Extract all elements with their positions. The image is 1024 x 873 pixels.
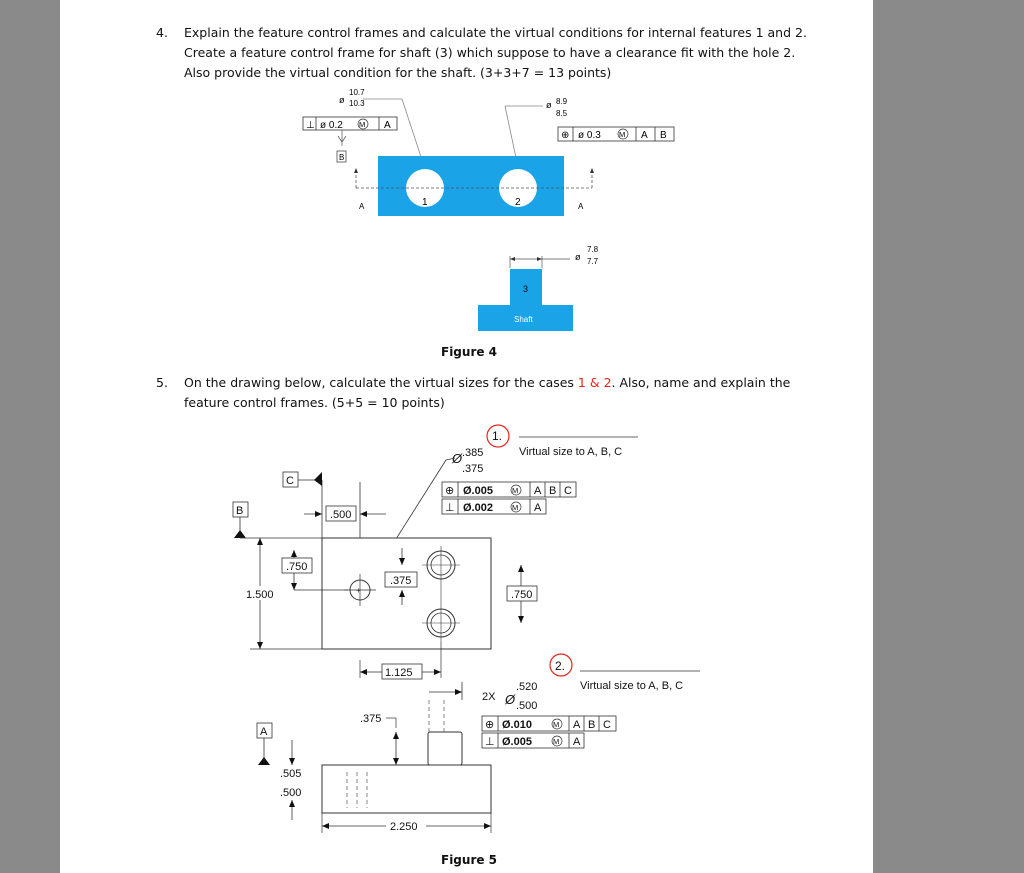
case2-fcf-perpendicularity xyxy=(482,733,584,748)
case1-upper-limit: .385 xyxy=(462,447,484,459)
fig4-shaft-label: Shaft xyxy=(514,315,533,324)
case1-dia-symbol: Ø xyxy=(452,451,463,466)
case2-upper-limit: .520 xyxy=(516,681,538,693)
case2-fcf1-datum-c: C xyxy=(603,719,611,731)
case2-fcf2-tolerance: Ø.005 xyxy=(502,736,532,748)
fig4-dia-symbol-3: ø xyxy=(575,252,581,262)
case2-number: 2. xyxy=(555,659,566,673)
fig4-datum-b: B xyxy=(339,153,345,162)
case1-fcf2-tolerance: Ø.002 xyxy=(463,502,493,514)
case1-virtual-size-label: Virtual size to A, B, C xyxy=(519,446,623,458)
dim-500-bottom: .500 xyxy=(280,787,302,799)
fig4-fcf2-symbol: ⊕ xyxy=(561,130,570,141)
datum-a: A xyxy=(260,726,268,738)
fig4-datum-a-left: A xyxy=(359,202,365,211)
case2-fcf1-datum-b: B xyxy=(588,719,596,731)
q4-number: 4. xyxy=(156,25,168,40)
case2-dia-symbol: Ø xyxy=(505,692,516,707)
fig4-shaft-upper: 7.8 xyxy=(587,245,599,254)
fig4-datum-a-right: A xyxy=(578,202,584,211)
q5-line-1-b: . Also, name and explain the xyxy=(611,375,791,390)
case2-lower-limit: .500 xyxy=(516,700,538,712)
q5-number: 5. xyxy=(156,375,168,390)
fig4-fcf2-datum-a: A xyxy=(641,130,648,141)
dim-1125: 1.125 xyxy=(385,667,413,679)
figure-5-caption: Figure 5 xyxy=(441,853,498,867)
fig4-fcf2-modifier: M xyxy=(619,130,626,139)
case1-fcf1-modifier: M xyxy=(512,486,519,495)
fig4-fcf-perpendicularity xyxy=(303,117,397,131)
dim-750-left: .750 xyxy=(286,561,308,573)
fig4-shaft-lower: 7.7 xyxy=(587,257,599,266)
case2-fcf1-modifier: M xyxy=(553,720,560,729)
case1-number: 1. xyxy=(492,429,503,443)
fig4-hole1-upper: 10.7 xyxy=(349,88,365,97)
figure-5-drawing xyxy=(60,420,873,860)
q4-line-1: Explain the feature control frames and calculate the virtual conditions for internal features 1 and 2. xyxy=(184,25,807,40)
fig4-fcf1-datum: A xyxy=(384,120,391,131)
case2-fcf-position xyxy=(482,716,616,731)
dim-375-mid: .375 xyxy=(390,575,412,587)
q5-line-1 xyxy=(184,374,790,392)
dim-375-boss: .375 xyxy=(360,713,382,725)
fig5-plate xyxy=(322,538,491,649)
figure-4-drawing xyxy=(60,0,873,345)
fig4-fcf1-modifier: M xyxy=(359,120,366,129)
case1-fcf-perpendicularity xyxy=(442,499,546,514)
case2-fcf2-symbol: ⊥ xyxy=(485,736,495,748)
svg-text:+: + xyxy=(356,586,361,595)
dim-2250: 2.250 xyxy=(390,821,418,833)
fig4-fcf2-tolerance: ø 0.3 xyxy=(578,130,601,141)
fig4-dia-symbol-1: ø xyxy=(339,95,345,105)
fig4-hole2-lower: 8.5 xyxy=(556,109,568,118)
case1-fcf1-tolerance: Ø.005 xyxy=(463,485,493,497)
fig4-fcf1-symbol: ⊥ xyxy=(306,120,315,131)
fig4-shaft-number: 3 xyxy=(523,284,529,294)
fig4-dia-symbol-2: ø xyxy=(546,100,552,110)
dim-505: .505 xyxy=(280,768,302,780)
document-page xyxy=(60,0,873,873)
fig4-fcf-position xyxy=(558,127,674,141)
datum-b: B xyxy=(236,505,244,517)
case1-fcf1-symbol: ⊕ xyxy=(445,485,455,497)
fig4-fcf2-datum-b: B xyxy=(660,130,667,141)
q4-line-3: Also provide the virtual condition for the shaft. (3+3+7 = 13 points) xyxy=(184,65,612,80)
case2-fcf1-symbol: ⊕ xyxy=(485,719,495,731)
q4-line-2: Create a feature control frame for shaft (3) which suppose to have a clearance fit with the hole 2. xyxy=(184,45,796,60)
dim-750-right: .750 xyxy=(511,589,533,601)
case1-fcf1-datum-c: C xyxy=(564,485,572,497)
case2-fcf2-datum-a: A xyxy=(573,736,581,748)
figure-4-caption: Figure 4 xyxy=(441,345,498,359)
fig4-hole1-label: 1 xyxy=(422,197,428,208)
case2-fcf2-modifier: M xyxy=(553,737,560,746)
case1-fcf1-datum-a: A xyxy=(534,485,542,497)
q5-cases-highlight: 1 & 2 xyxy=(577,375,612,390)
fig4-hole2-upper: 8.9 xyxy=(556,97,568,106)
case2-fcf1-tolerance: Ø.010 xyxy=(502,719,532,731)
case2-prefix: 2X xyxy=(482,691,496,703)
case1-fcf2-datum-a: A xyxy=(534,502,542,514)
fig4-fcf1-tolerance: ø 0.2 xyxy=(320,120,343,131)
q5-line-2: feature control frames. (5+5 = 10 points) xyxy=(184,395,445,410)
case1-fcf2-symbol: ⊥ xyxy=(445,502,455,514)
case1-fcf1-datum-b: B xyxy=(549,485,557,497)
fig5-side-view-boss xyxy=(428,732,462,765)
dim-1500: 1.500 xyxy=(246,589,274,601)
case2-virtual-size-label: Virtual size to A, B, C xyxy=(580,680,684,692)
case1-lower-limit: .375 xyxy=(462,463,484,475)
fig4-hole1-lower: 10.3 xyxy=(349,99,365,108)
q5-line-1-a: On the drawing below, calculate the virtual sizes for the cases xyxy=(184,375,578,390)
datum-c: C xyxy=(286,475,294,487)
dim-500-top: .500 xyxy=(330,509,352,521)
fig4-hole2-label: 2 xyxy=(515,197,521,208)
case1-fcf2-modifier: M xyxy=(512,503,519,512)
case1-fcf-position xyxy=(442,482,576,497)
case2-fcf1-datum-a: A xyxy=(573,719,581,731)
